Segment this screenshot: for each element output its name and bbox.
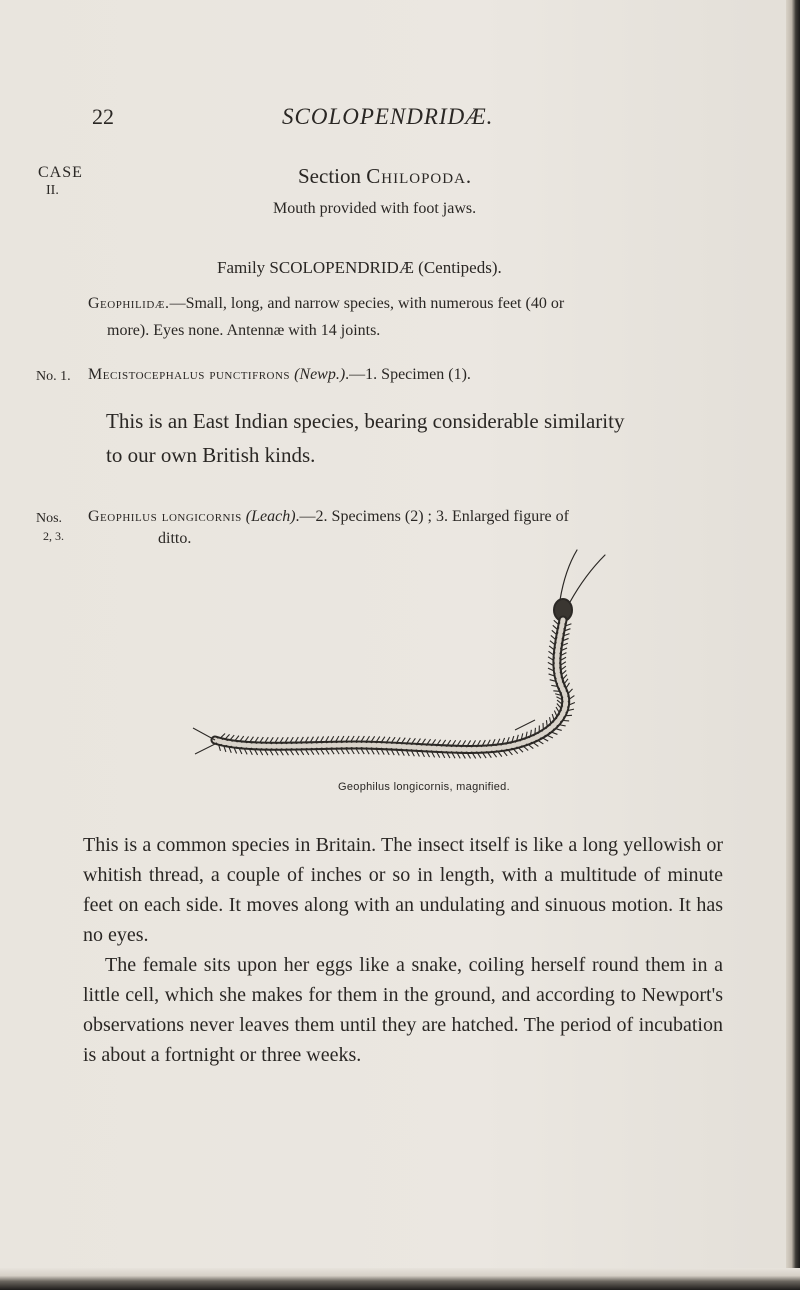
entry-2-title [88,508,569,526]
leg [514,749,518,753]
leg [346,736,349,741]
leg [543,738,548,741]
leg [336,736,339,741]
leg [529,745,534,749]
leg [382,737,385,742]
leg [381,750,384,755]
leg [488,753,491,758]
page-bottom-edge [0,1268,800,1290]
entry-1-authority: (Newp.) [294,366,346,383]
leg [331,749,334,754]
leg [548,657,553,660]
entry-numbers: 2, 3. [43,529,64,543]
leg [569,689,573,693]
leg [371,749,374,754]
leg [326,736,329,741]
leg [509,750,513,754]
leg [376,749,379,754]
leg [550,717,551,723]
leg [275,750,278,755]
leg [296,750,299,755]
page-right-edge [786,0,800,1290]
leg [554,620,558,624]
leg [377,736,380,741]
leg [311,737,314,742]
leg [285,750,288,755]
case-label: CASE [38,164,83,181]
leg [556,707,559,712]
leg [265,737,268,742]
leg [316,737,319,742]
leg [250,737,253,742]
leg [351,749,354,754]
leg [366,736,369,741]
leg [316,750,319,755]
leg [402,738,405,743]
leg [452,753,455,758]
leg [432,752,435,757]
leg [234,748,236,753]
entry-2-ditto: ditto. [158,530,192,547]
leg [427,739,430,744]
entry-1-specimen: .—1. Specimen (1). [345,366,471,383]
leg [468,740,471,745]
leg [553,625,557,629]
leg [407,751,410,756]
leg [531,730,532,736]
leg [549,646,554,650]
leg [336,749,339,754]
leg [556,729,562,731]
body-outline [215,620,566,749]
leg [260,750,263,755]
leg [229,747,231,752]
leg [432,739,435,744]
leg [301,750,304,755]
leg [275,737,278,742]
entry-number-1: No. 1. [36,369,71,384]
leg [498,752,502,757]
body-paragraph-2: The female sits upon her eggs like a snake, coiling herself round them in a little cell, which she makes for them in the ground, and according to Newport's observations never leaves them until they are hatched. The period of incubation is about a fortnight or three weeks. [83,954,723,1066]
leg [442,753,445,758]
legs [219,620,575,758]
leg [397,737,400,742]
leg [483,753,486,758]
tail-ext [515,720,535,730]
entry-2-species: Geophilus longicornis [88,508,242,525]
leg [447,740,450,745]
leg [306,750,309,755]
leg [270,737,273,742]
leg [478,753,481,758]
leg [351,736,354,741]
antenna-right [570,555,605,602]
leg [457,753,460,758]
leg [280,737,283,742]
leg [551,685,557,686]
leg [564,679,568,684]
leg [366,749,369,754]
section-name: Chilopoda. [366,164,473,188]
leg [437,752,440,757]
leg [548,662,553,665]
leg [422,752,425,757]
leg [538,741,543,744]
leg [321,750,324,755]
page-number: 22 [92,104,114,129]
leg [473,740,476,745]
leg [552,714,554,720]
leg [280,750,283,755]
leg [295,737,298,742]
geophilidae-desc-1: —Small, long, and narrow species, with numerous feet (40 or [169,295,565,312]
leg [417,739,420,744]
leg [245,749,248,754]
leg [240,736,243,741]
family-heading: Family SCOLOPENDRIDÆ (Centipeds). [217,258,502,277]
leg [341,736,344,741]
leg [473,753,476,758]
leg [526,732,527,738]
leg [412,738,415,743]
leg [483,740,486,745]
leg [548,668,553,670]
leg [563,675,567,679]
leg [361,736,364,741]
leg [568,709,574,710]
leg [397,750,400,755]
entry-1-desc-1: This is an East Indian species, bearing considerable similarity [106,409,625,433]
leg [561,666,566,670]
leg [245,736,248,741]
antenna-left [560,550,577,600]
leg [442,740,445,745]
leg [270,750,273,755]
leg [290,737,293,742]
leg [557,700,562,704]
leg [561,653,566,656]
leg [557,704,561,708]
leg [524,747,528,751]
leg [265,750,268,755]
leg [260,737,263,742]
tail-left [193,728,215,740]
section-heading [298,164,472,189]
leg [552,732,557,734]
leg [391,750,394,755]
geophilidae-name: Geophilidæ. [88,295,170,312]
leg [255,737,258,742]
leg [427,752,430,757]
leg [552,630,556,634]
leg [392,737,395,742]
leg [548,735,553,738]
leg [356,736,359,741]
leg [235,736,239,741]
leg [570,696,575,699]
leg [386,750,389,755]
leg [562,670,566,674]
section-subtitle: Mouth provided with foot jaws. [273,200,477,217]
leg [458,740,461,745]
leg [549,674,554,676]
section-prefix: Section [298,164,367,188]
leg [290,750,293,755]
leg [412,751,415,756]
tail-right [195,743,217,754]
leg [488,740,491,745]
leg [407,738,410,743]
leg [493,739,496,744]
leg [250,750,253,755]
entry-1-title [88,366,471,384]
leg [561,662,566,665]
leg [497,739,499,744]
geophilidae-line-2: more). Eyes none. Antennæ with 14 joints. [107,322,381,339]
leg [311,750,314,755]
entry-1-desc-2: to our own British kinds. [106,443,316,467]
leg [230,735,234,739]
leg [300,737,303,742]
leg [387,737,390,742]
leg [346,749,349,754]
leg [550,641,555,645]
leg [551,635,555,639]
entry-number-label: Nos. [36,511,63,526]
leg [239,749,241,754]
leg [372,736,375,741]
leg [285,737,288,742]
leg [321,736,324,741]
leg [341,749,344,754]
entry-2-specimens: .—2. Specimens (2) ; 3. Enlarged figure of [295,508,569,525]
figure-caption: Geophilus longicornis, magnified. [338,781,510,793]
leg [361,749,364,754]
leg [356,749,359,754]
body-segments [215,620,566,749]
leg [560,725,566,726]
leg [437,740,440,745]
leg [255,750,258,755]
leg [566,683,569,688]
leg [503,751,507,756]
body-paragraph-1: This is a common species in Britain. The insect itself is like a long yellowish or whitish thread, a couple of inches or so in length, with a multitude of minute feet on each side. It moves along with an undulating and sinuous motion. It has no eyes. [83,834,723,946]
body-text [83,830,723,1070]
leg [417,751,420,756]
leg [519,748,523,752]
leg [326,749,329,754]
leg [462,753,465,758]
case-number: II. [46,183,59,198]
running-title: SCOLOPENDRIDÆ. [282,104,494,129]
leg [452,740,455,745]
leg [550,680,556,681]
leg [224,746,226,752]
leg [331,736,334,741]
entry-2-authority: (Leach) [245,508,296,525]
leg [306,737,309,742]
geophilidae-line-1 [88,295,564,313]
leg [554,711,556,716]
entry-1-species: Mecistocephalus punctifrons [88,366,291,383]
leg [422,739,425,744]
leg [570,702,575,704]
leg [493,753,496,758]
leg [402,751,405,756]
leg [447,753,450,758]
leg [561,657,566,660]
leg [478,740,481,745]
leg [221,733,225,737]
leg [468,753,471,758]
leg [546,720,547,726]
leg [548,651,553,654]
leg [463,740,466,745]
centipede-illustration [185,540,645,775]
leg [534,743,539,746]
leg [226,734,230,738]
